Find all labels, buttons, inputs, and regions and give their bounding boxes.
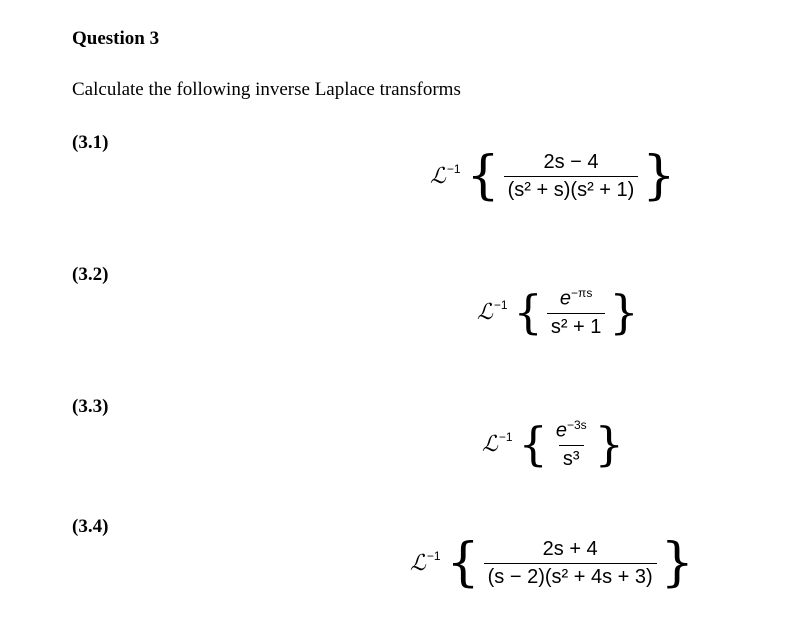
part-label-3-3: (3.3): [72, 396, 109, 417]
open-brace: {: [513, 285, 543, 340]
laplace-operator: ℒ $^{-1}$: [482, 429, 513, 457]
denominator-3-3: s³: [559, 445, 584, 471]
question-title: Question 3: [72, 28, 160, 49]
denominator-3-2: s² + 1: [547, 313, 606, 339]
open-brace: {: [446, 533, 480, 593]
close-brace: }: [642, 146, 676, 206]
numerator-3-3: $e^{-3s}$: [555, 418, 587, 442]
open-brace: {: [518, 417, 548, 472]
laplace-operator: ℒ $^{-1}$: [410, 548, 441, 576]
equation-3-4: [410, 533, 694, 593]
part-label-3-4: (3.4): [72, 516, 109, 537]
fraction-3-2: [547, 286, 606, 339]
part-label-3-2: (3.2): [72, 264, 109, 285]
numerator-3-2: $e^{-\pi s}$: [559, 286, 593, 310]
fraction-3-3: [552, 418, 591, 471]
denominator-3-1: (s² + s)(s² + 1): [504, 176, 639, 202]
laplace-operator: ℒ $^{-1}$: [430, 161, 461, 189]
close-brace: }: [594, 417, 624, 472]
equation-3-3: [482, 418, 624, 471]
equation-3-2: [477, 286, 639, 339]
numerator-3-1: 2s − 4: [543, 150, 599, 173]
laplace-operator: ℒ $^{-1}$: [477, 297, 508, 325]
close-brace: }: [609, 285, 639, 340]
question-intro: Calculate the following inverse Laplace transforms: [72, 79, 461, 100]
open-brace: {: [466, 146, 500, 206]
close-brace: }: [660, 533, 694, 593]
fraction-3-4: [484, 538, 657, 589]
denominator-3-4: (s − 2)(s² + 4s + 3): [484, 563, 657, 589]
part-label-3-1: (3.1): [72, 132, 109, 153]
fraction-3-1: [504, 151, 639, 202]
numerator-3-4: 2s + 4: [542, 537, 598, 560]
equation-3-1: [430, 146, 676, 206]
